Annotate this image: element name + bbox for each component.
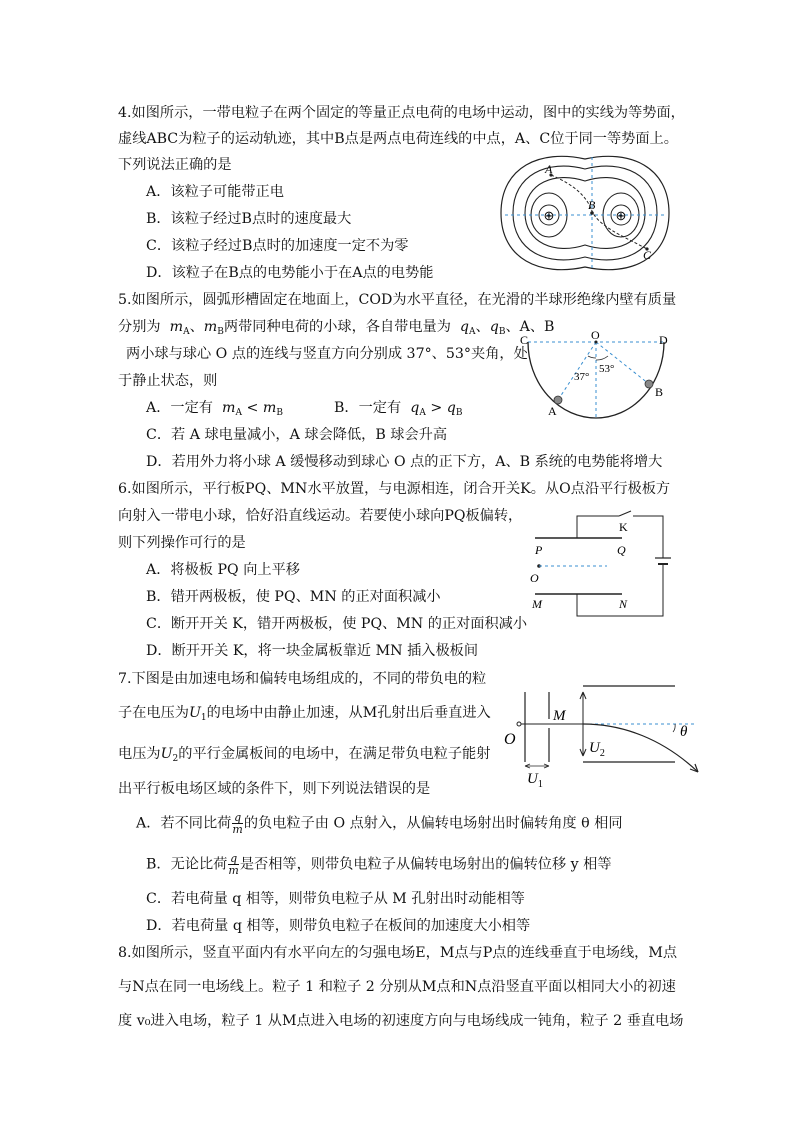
q6-fig-label-q: Q bbox=[617, 543, 626, 557]
q7-fig-label-u2: $U_2$ bbox=[589, 740, 605, 759]
q4-option-c: C．该粒子经过B点时的加速度一定不为零 bbox=[146, 238, 409, 254]
q6-fig-label-o: O bbox=[530, 571, 539, 585]
q6-line-3: 则下列操作可行的是 bbox=[118, 535, 246, 551]
q6-option-b: B．错开两极板，使 PQ、MN 的正对面积减小 bbox=[146, 589, 441, 605]
q8-line-3: 度 v₀进入电场，粒子 1 从M点进入电场的初速度方向与电场线成一钝角，粒子 2 垂直电场 bbox=[118, 1013, 684, 1029]
q8-line-1: 8.如图所示，竖直平面内有水平向左的匀强电场E，M点与P点的连线垂直于电场线，M点 bbox=[118, 945, 678, 961]
charge-mass-ratio: $\frac{q}{m}$ bbox=[228, 852, 239, 877]
q4-fig-plus-left: ⊕ bbox=[543, 208, 555, 223]
q6-line-2: 向射入一带电小球，恰好沿直线运动。若要使小球向PQ板偏转， bbox=[118, 508, 523, 524]
q5-line-2: 分别为 $m_A$、$m_B$两带同种电荷的小球，各自带电量为 $q_A$、$q_B$、A、B bbox=[118, 319, 555, 337]
q6-figure bbox=[527, 508, 672, 623]
q7-line-1: 7.下图是由加速电场和偏转电场组成的，不同的带负电的粒 bbox=[118, 671, 487, 687]
q6-fig-label-k: K bbox=[619, 520, 628, 534]
q7-line-4: 出平行板电场区域的条件下，则下列说法错误的是 bbox=[118, 781, 431, 797]
q5-option-b: B．一定有 $q_A > q_B$ bbox=[334, 400, 463, 418]
q5-fig-label-d: D bbox=[659, 333, 668, 347]
q7-line-2: 子在电压为$U_1$的电场中由静止加速，从M孔射出后垂直进入 bbox=[118, 705, 491, 723]
q6-option-d: D．断开开关 K，将一块金属板靠近 MN 插入极板间 bbox=[146, 643, 479, 659]
q7-option-b: B．无论比荷 $\frac{q}{m}$ 是否相等，则带负电粒子从偏转电场射出的偏转位移 y 相等 bbox=[146, 852, 612, 877]
q6-option-c: C．断开开关 K，错开两极板，使 PQ、MN 的正对面积减小 bbox=[146, 616, 528, 632]
q7-fig-label-o: O bbox=[504, 731, 516, 748]
q4-line-2: 虚线ABC为粒子的运动轨迹，其中B点是两点电荷连线的中点，A、C位于同一等势面上。 bbox=[118, 131, 678, 147]
q7-option-c: C．若电荷量 q 相等，则带负电粒子从 M 孔射出时动能相等 bbox=[146, 891, 525, 907]
q7-option-d: D．若电荷量 q 相等，则带负电粒子在板间的加速度大小相等 bbox=[146, 918, 531, 934]
q4-fig-plus-right: ⊕ bbox=[615, 208, 627, 223]
q5-fig-label-c: C bbox=[520, 333, 529, 347]
q5-fig-label-o: O bbox=[591, 328, 600, 342]
q7-fig-label-u1: $U_1$ bbox=[527, 771, 543, 790]
q4-figure bbox=[495, 153, 675, 273]
q4-option-d: D．该粒子在B点的电势能小于在A点的电势能 bbox=[146, 265, 434, 281]
q5-line-3: 两小球与球心 O 点的连线与竖直方向分别成 37°、53°夹角，处 bbox=[126, 346, 528, 362]
q7-figure bbox=[503, 684, 703, 789]
q4-option-b: B．该粒子经过B点时的速度最大 bbox=[146, 211, 352, 227]
q4-line-1: 4.如图所示，一带电粒子在两个固定的等量正点电荷的电场中运动，图中的实线为等势面， bbox=[118, 105, 685, 121]
q8-line-2: 与N点在同一电场线上。粒子 1 和粒子 2 分别从M点和N点沿竖直平面以相同大小的初速 bbox=[118, 979, 676, 995]
q7-option-a: A．若不同比荷 $\frac{q}{m}$ 的负电粒子由 O 点射入，从偏转电场射出时偏转角度 θ 相同 bbox=[136, 811, 623, 836]
q5-fig-angle-53: 53° bbox=[599, 363, 615, 375]
q4-option-a: A．该粒子可能带正电 bbox=[146, 184, 284, 200]
q5-line-1: 5.如图所示，圆弧形槽固定在地面上，COD为水平直径，在光滑的半球形绝缘内壁有质量 bbox=[118, 292, 677, 308]
q6-fig-label-n: N bbox=[619, 597, 628, 611]
q5-line-4: 于静止状态，则 bbox=[118, 373, 218, 389]
q5-fig-label-b: B bbox=[655, 385, 664, 399]
q4-fig-label-a: A bbox=[545, 162, 553, 176]
q6-option-a: A．将极板 PQ 向上平移 bbox=[146, 562, 300, 578]
q5-fig-angle-37: 37° bbox=[574, 371, 590, 383]
q4-fig-label-b: B bbox=[588, 198, 596, 212]
q6-fig-label-m: M bbox=[532, 597, 542, 611]
q7-line-3: 电压为$U_2$的平行金属板间的电场中，在满足带负电粒子能射 bbox=[118, 746, 491, 764]
q5-option-d: D．若用外力将小球 A 缓慢移动到球心 O 点的正下方，A、B 系统的电势能将增大 bbox=[146, 454, 663, 470]
q4-fig-label-c: C bbox=[643, 248, 652, 262]
q5-fig-label-a: A bbox=[548, 404, 557, 418]
q6-line-1: 6.如图所示，平行板PQ、MN水平放置，与电源相连，闭合开关K。从O点沿平行极板方 bbox=[118, 481, 671, 497]
q5-figure bbox=[518, 330, 678, 420]
q6-fig-label-p: P bbox=[535, 543, 543, 557]
q7-fig-label-theta: θ bbox=[680, 724, 688, 740]
q5-option-a: A．一定有 $m_A < m_B$ bbox=[146, 400, 284, 418]
q5-option-c: C．若 A 球电量减小，A 球会降低，B 球会升高 bbox=[146, 427, 448, 443]
charge-mass-ratio: $\frac{q}{m}$ bbox=[232, 811, 243, 836]
q7-fig-label-m: M bbox=[553, 708, 566, 724]
q4-line-3: 下列说法正确的是 bbox=[118, 157, 232, 173]
